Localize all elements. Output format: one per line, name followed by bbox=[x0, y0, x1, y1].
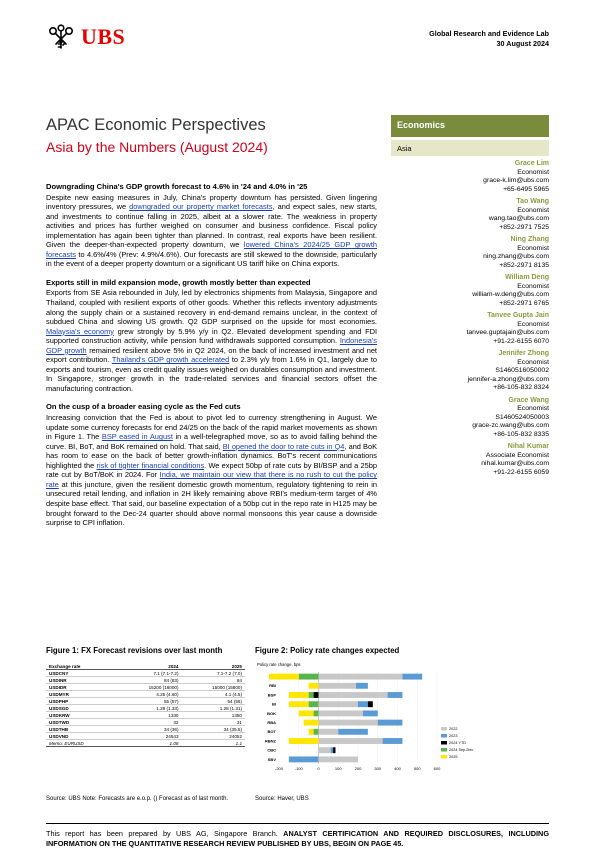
text-run: to 2.3% y/y from 1.6% in Q1, largely due to exports and tourism, even as credit quality issues weighed on durables consumption and investment. In Singapore, stronger growth in the trade-related services and financial sectors offset the manufacturing contraction. bbox=[46, 355, 378, 393]
analyst-email[interactable]: grace-k.lim@ubs.com bbox=[483, 177, 549, 184]
category-label: CBC bbox=[267, 747, 276, 753]
analyst-phone: +91-22-6155 6070 bbox=[493, 337, 549, 345]
bar-segment bbox=[289, 701, 309, 707]
bar-segment bbox=[319, 683, 357, 689]
x-tick-label: -200 bbox=[274, 766, 284, 771]
column-header: Exchange rate bbox=[46, 663, 118, 670]
analyst-email[interactable]: william-w.deng@ubs.com bbox=[472, 291, 549, 298]
analyst-phone: +852-2971 8135 bbox=[499, 261, 549, 269]
x-tick-label: 200 bbox=[354, 766, 362, 771]
analyst-email[interactable]: jennifer-a.zhong@ubs.com bbox=[467, 375, 549, 383]
link-bi[interactable]: BI opened the door to rate cuts in Q4 bbox=[222, 441, 345, 451]
table-row bbox=[46, 719, 245, 726]
table-cell: 15200 (16000) bbox=[118, 684, 181, 691]
text-run: Increasing conviction that the Fed is about to pivot led to currency strengthening in August. We update some currency forecasts for end 24/25 on the back of the rapid market movements as shown in Figure 1. The bbox=[46, 413, 377, 442]
analyst-role: Economist bbox=[517, 206, 549, 214]
analyst-email[interactable]: nihal.kumar@ubs.com bbox=[481, 460, 549, 467]
figure1-source: Source: UBS Note: Forecasts are e.o.p. () Forecast as of last month. bbox=[46, 796, 229, 802]
category-label: BI bbox=[272, 701, 276, 707]
analyst-contact bbox=[389, 236, 549, 270]
table-row bbox=[46, 712, 245, 719]
text-run: at this juncture, given the resilient domestic growth momentum, regulatory tightening to rein in unsecured retail lending, and inflation in 2H likely remaining above RBI's medium-term target of 4% despite base effect. That said, our baseline expectation of a 50bp cut in the repo rate in H125 may be brought forward to the Dec-24 quarter should above normal monsoons this year cause a downside surprise to CPI inflation. bbox=[46, 479, 377, 528]
x-tick-label: 0 bbox=[317, 766, 320, 771]
category-label: SBV bbox=[267, 756, 276, 762]
analyst-role: Associate Economist bbox=[485, 451, 549, 459]
link-china-gdp[interactable]: lowered China's 2024/25 GDP growth forecasts bbox=[46, 240, 378, 259]
table-cell: Memo: EURUSD bbox=[46, 740, 118, 747]
analyst-role: Economist bbox=[517, 282, 549, 290]
legend-swatch bbox=[441, 741, 447, 745]
bar-segment bbox=[289, 756, 319, 762]
bar-segment bbox=[304, 720, 319, 726]
section-heading: Exports still in mild expansion mode, growth mostly better than expected bbox=[46, 277, 311, 287]
column-header: 2024 bbox=[118, 663, 181, 670]
text-run: grew strongly by 5.9% y/y in Q2. Elevated development spending and FDI supported construction activity, while pension fund withdrawals supported consumption. bbox=[46, 326, 377, 346]
bar-segment bbox=[356, 683, 368, 689]
report-subtitle: Asia by the Numbers (August 2024) bbox=[46, 139, 268, 155]
bar-segment bbox=[289, 738, 319, 744]
region-box: Asia bbox=[391, 140, 549, 156]
bar-segment bbox=[319, 738, 383, 744]
bar-segment bbox=[314, 710, 319, 716]
analyst-role: Economist bbox=[517, 244, 549, 252]
analyst-phone: +852-2971 7525 bbox=[499, 223, 549, 231]
legend-label: 2024 Sep-Dec bbox=[449, 748, 474, 752]
analyst-role: Economist bbox=[517, 168, 549, 176]
analyst-phone: +86-105-832 8335 bbox=[493, 430, 549, 438]
table-cell: 32 bbox=[118, 719, 181, 726]
bar-segment bbox=[319, 729, 339, 735]
table-cell: USDINR bbox=[46, 677, 118, 684]
bar-segment bbox=[309, 729, 314, 735]
analyst-contacts bbox=[389, 160, 549, 481]
analyst-registration: S1460524050003 bbox=[495, 413, 549, 421]
analyst-contact bbox=[389, 397, 549, 440]
ubs-logo bbox=[46, 24, 125, 50]
table-row bbox=[46, 733, 245, 740]
bar-segment bbox=[299, 674, 319, 680]
bar-segment bbox=[314, 729, 319, 735]
legend-swatch bbox=[441, 755, 447, 759]
sidebar bbox=[391, 115, 549, 156]
table-cell: 54 (56) bbox=[182, 698, 246, 705]
table-cell: USDTWD bbox=[46, 719, 118, 726]
table-cell: 84 bbox=[182, 677, 246, 684]
category-label: RBNZ bbox=[264, 738, 276, 744]
section-paragraph bbox=[46, 193, 377, 269]
bar-segment bbox=[383, 738, 403, 744]
analyst-registration: S1460516050002 bbox=[495, 367, 549, 374]
table-cell: 31 bbox=[182, 719, 246, 726]
table-cell: 4.25 (4.60) bbox=[118, 691, 181, 698]
table-row bbox=[46, 726, 245, 733]
analyst-name: Grace Wang bbox=[508, 396, 549, 404]
link-thailand[interactable]: Thailand's GDP growth accelerated bbox=[111, 355, 230, 365]
report-title: APAC Economic Perspectives bbox=[46, 116, 266, 134]
legend-swatch bbox=[441, 727, 447, 731]
bar-segment bbox=[309, 692, 314, 698]
analyst-phone: +852-2971 6765 bbox=[499, 299, 549, 307]
table-cell: 1350 bbox=[182, 712, 246, 719]
analyst-contact bbox=[389, 350, 549, 393]
bar-segment bbox=[319, 674, 403, 680]
table-row bbox=[46, 740, 245, 747]
bar-segment bbox=[309, 701, 319, 707]
analyst-email[interactable]: tanvee.guptajain@ubs.com bbox=[466, 329, 549, 336]
table-cell: USDPHP bbox=[46, 698, 118, 705]
bar-segment bbox=[309, 683, 319, 689]
bar-segment bbox=[319, 701, 359, 707]
table-cell: 7.1-7.2 (7.0) bbox=[182, 670, 246, 677]
table-cell: 1.29 (1.33) bbox=[118, 705, 181, 712]
legend-swatch bbox=[441, 748, 447, 752]
table-cell: 24543 bbox=[118, 733, 181, 740]
text-run: in a well-telegraphed move, so as to avoid falling behind the curve. BI, BoT, and BoK remained on hold. That said, bbox=[46, 432, 377, 451]
analyst-role: Economist bbox=[517, 320, 549, 328]
section-heading: Downgrading China's GDP growth forecast to 4.6% in '24 and 4.0% in '25 bbox=[46, 182, 308, 191]
table-cell: USDMYR bbox=[46, 691, 118, 698]
report-date: 30 August 2024 bbox=[496, 39, 549, 48]
table-cell: 4.1 (4.5) bbox=[182, 691, 246, 698]
bar-segment bbox=[319, 710, 363, 716]
figure1-title: Figure 1: FX Forecast revisions over last month bbox=[46, 646, 223, 655]
legend-label: 2025 bbox=[449, 755, 458, 759]
category-label: RBI bbox=[269, 683, 276, 689]
category-box: Economics bbox=[391, 115, 549, 137]
bar-segment bbox=[333, 747, 335, 753]
analyst-name: William Deng bbox=[505, 274, 549, 281]
bar-segment bbox=[319, 756, 359, 762]
table-cell: 1330 bbox=[118, 712, 181, 719]
analyst-role: Economist bbox=[517, 405, 549, 412]
brand-name: UBS bbox=[81, 24, 126, 49]
x-tick-label: 500 bbox=[413, 766, 421, 771]
table-cell: 15000 (15800) bbox=[182, 684, 246, 691]
article-body bbox=[46, 182, 377, 537]
table-cell: USDIDR bbox=[46, 684, 118, 691]
bar-segment bbox=[331, 747, 333, 753]
link-bsp[interactable]: BSP eased in August bbox=[101, 432, 173, 442]
analyst-contact bbox=[389, 198, 549, 232]
x-tick-label: 600 bbox=[433, 766, 441, 771]
ubs-keys-icon bbox=[46, 24, 76, 50]
text-run: Exports from SE Asia rebounded in July, led by electronics shipments from Malaysia, Singapore and Thailand, coupled with resilient exports of other goods. Whether this reflects inventory adjustments along the supply chain or a sustained recovery in end-demand remains unclear, in the context of subdued China and slowing US growth. Q2 GDP surprised on the upside for most economies. bbox=[46, 288, 377, 327]
policy-rate-chart bbox=[255, 660, 474, 785]
column-header: 2025 bbox=[182, 663, 246, 670]
disclosure-footer bbox=[46, 823, 549, 848]
footer-text: This report has been prepared by UBS AG, Singapore Branch. bbox=[46, 829, 284, 838]
category-label: BOK bbox=[267, 710, 276, 716]
footer-disclosure: ANALYST CERTIFICATION AND REQUIRED DISCLOSURES, INCLUDING INFORMATION ON THE QUANTITATIVE RESEARCH REVIEW PUBLISHED BY UBS, BEGIN ON PAGE 45. bbox=[46, 829, 549, 848]
table-cell: USDCNY bbox=[46, 670, 118, 677]
bar-segment bbox=[363, 710, 378, 716]
table-row bbox=[46, 698, 245, 705]
x-tick-label: 300 bbox=[374, 766, 382, 771]
figure2-title: Figure 2: Policy rate changes expected bbox=[255, 646, 400, 655]
section-paragraph bbox=[46, 413, 377, 528]
text-run: , and expect sales, new starts, and investments to continue falling in 2025, albeit at a slower rate. The weakness in property activities and prices has further weighed on consumer and business confidence. Fiscal policy implementation has again been tighter than planned. In contrast, real exports have been resilient. Given the deeper-than-expected property downturn, we bbox=[46, 202, 377, 250]
table-row bbox=[46, 670, 245, 677]
table-cell: 34 (36) bbox=[118, 726, 181, 733]
table-cell: 7.1 (7.1-7.2) bbox=[118, 670, 181, 677]
legend-label: 2024 YTD bbox=[449, 741, 467, 745]
analyst-phone: +86-105-832 8324 bbox=[493, 384, 549, 391]
table-row bbox=[46, 691, 245, 698]
analyst-phone: +65-6495 5965 bbox=[503, 185, 549, 193]
text-run: to 4.6%/4% (Prev: 4.9%/4.6%). Our forecasts are still skewed to the downside, particularly in the event of a deeper property downturn or a significant US tariff hike on China exports. bbox=[46, 249, 377, 269]
table-row bbox=[46, 677, 245, 684]
bar-segment bbox=[319, 720, 378, 726]
section-paragraph bbox=[46, 288, 377, 393]
category-label: BSP bbox=[267, 692, 276, 698]
analyst-email[interactable]: ning.zhang@ubs.com bbox=[483, 253, 549, 260]
table-cell: 24052 bbox=[182, 733, 246, 740]
category-label: BOT bbox=[267, 729, 276, 735]
link-indonesia[interactable]: Indonesia's GDP growth bbox=[46, 336, 377, 355]
x-tick-label: 400 bbox=[394, 766, 401, 771]
bar-segment bbox=[378, 720, 403, 726]
bar-segment bbox=[299, 710, 314, 716]
table-cell: USDVND bbox=[46, 733, 118, 740]
bar-segment bbox=[402, 674, 422, 680]
analyst-name: Tanvee Gupta Jain bbox=[487, 312, 549, 319]
analyst-phone: +91-22-6155 6059 bbox=[493, 468, 549, 476]
bar-segment bbox=[319, 747, 331, 753]
bar-segment bbox=[388, 692, 403, 698]
text-run: . We expect 50bp of rate cuts by BI/BSP and a 25bp rate cut by BoT/BoK in 2024. For bbox=[46, 460, 377, 480]
fx-forecast-table bbox=[46, 663, 245, 747]
table-cell: USDTHB bbox=[46, 726, 118, 733]
legend-label: 2022 bbox=[449, 727, 458, 731]
chart-title: Policy rate change, bps bbox=[257, 662, 301, 667]
text-run: , and BoK has room to ease on the back of better growth-inflation dynamics. BoT's recent communications highlighted the bbox=[46, 441, 378, 470]
link-bot[interactable]: risk of tighter financial conditions bbox=[96, 460, 205, 470]
link-malaysia[interactable]: Malaysia's economy bbox=[46, 326, 114, 336]
analyst-contact bbox=[389, 443, 549, 477]
text-run: Despite new easing measures in July, China's property downturn has persisted. Given lingering inventory pressures, we bbox=[46, 192, 377, 212]
bar-segment bbox=[314, 692, 319, 698]
section-heading: On the cusp of a broader easing cycle as the Fed cuts bbox=[46, 402, 241, 412]
analyst-name: Jennifer Zhong bbox=[498, 350, 549, 357]
legend-label: 2023 bbox=[449, 734, 458, 738]
figure2-source: Source: Haver, UBS bbox=[255, 796, 309, 802]
text-run: remained resilient above 5% in Q2 2024, on the back of increased investment and net export contribution. bbox=[46, 345, 377, 365]
analyst-contact bbox=[389, 274, 549, 308]
analyst-name: Ning Zhang bbox=[510, 236, 549, 243]
analyst-name: Nihal Kumar bbox=[507, 443, 549, 450]
x-tick-label: -100 bbox=[294, 766, 303, 771]
table-cell: USDKRW bbox=[46, 712, 118, 719]
table-cell: USDSGD bbox=[46, 705, 118, 712]
table-row bbox=[46, 705, 245, 712]
table-cell: 55 (57) bbox=[118, 698, 181, 705]
table-header-row bbox=[46, 663, 245, 670]
analyst-name: Grace Lim bbox=[514, 160, 549, 167]
analyst-contact bbox=[389, 160, 549, 194]
table-cell: 1.1 bbox=[182, 740, 246, 747]
bar-segment bbox=[358, 701, 368, 707]
bar-segment bbox=[319, 692, 388, 698]
lab-name: Global Research and Evidence Lab bbox=[429, 29, 549, 38]
bar-segment bbox=[338, 729, 368, 735]
analyst-role: Economist bbox=[517, 358, 549, 366]
x-tick-label: 100 bbox=[334, 766, 342, 771]
bar-segment bbox=[289, 692, 309, 698]
link-india[interactable]: India, we maintain our view that there is no rush to cut the policy rate bbox=[46, 470, 377, 489]
legend-swatch bbox=[441, 734, 447, 738]
analyst-email[interactable]: wang.tao@ubs.com bbox=[488, 215, 549, 222]
table-cell: 1.28 (1.31) bbox=[182, 705, 246, 712]
header-meta bbox=[429, 29, 549, 49]
bar-segment bbox=[368, 701, 373, 707]
table-cell: 1.08 bbox=[118, 740, 181, 747]
table-cell: 84 (83) bbox=[118, 677, 181, 684]
bar-segment bbox=[269, 674, 299, 680]
table-cell: 34 (35.5) bbox=[182, 726, 246, 733]
link-property-forecasts[interactable]: downgraded our property market forecasts bbox=[129, 202, 273, 212]
category-label: RBA bbox=[267, 720, 276, 725]
analyst-name: Tao Wang bbox=[516, 198, 549, 205]
analyst-email[interactable]: grace-zc.wang@ubs.com bbox=[472, 422, 549, 429]
analyst-contact bbox=[389, 312, 549, 346]
table-row bbox=[46, 684, 245, 691]
